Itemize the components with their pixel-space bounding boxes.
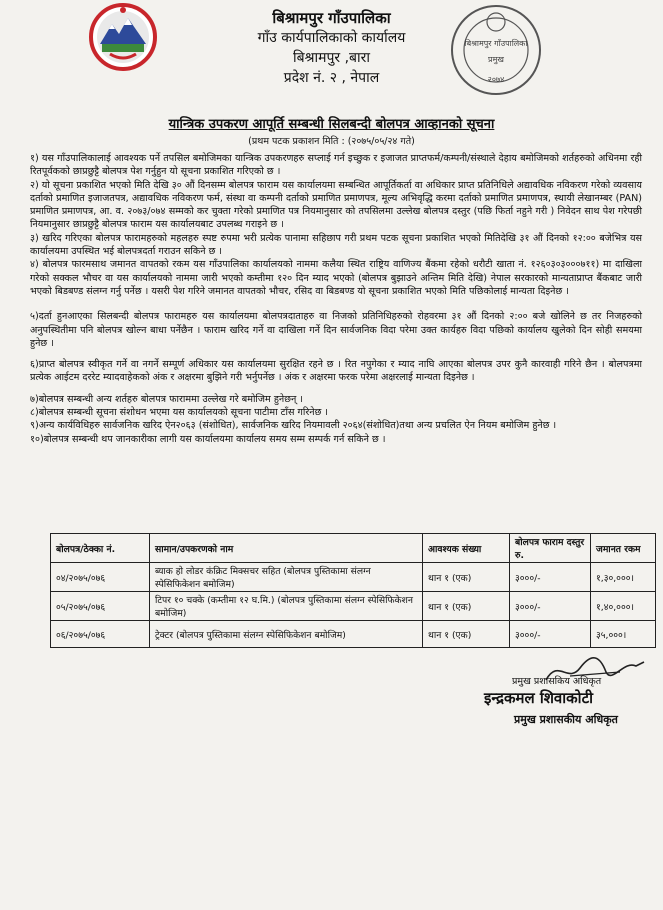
item-name: टिपर १० चक्के (कम्तीमा १२ घ.मि.) (बोलपत्र पुस्तिकामा संलग्न स्पेसिफिकेशन बमोजिम) (150, 592, 423, 621)
column-header: बोलपत्र फाराम दस्तुर रु. (510, 534, 591, 563)
tender-number: ०४/२०७५/०७६ (51, 563, 150, 592)
office-stamp (448, 2, 544, 98)
notice-title (0, 113, 663, 132)
clause-9: ९)अन्य कार्यविधिहरु सार्वजनिक खरिद ऐन२०६३ (संशोधित), सार्वजनिक खरिद नियमावली २०६४(संशोधित)तथा अन्य प्रचलित ऐन नियम बमोजिम हुनेछ । (30, 420, 557, 432)
publication-date: (प्रथम पटक प्रकाशन मिति : (२०७५/०५/२४ गते) (248, 136, 415, 147)
item-name: ब्याक हो लोडर कंक्रिट मिक्सचर सहित (बोलपत्र पुस्तिकामा संलग्न स्पेसिफिकेशन बमोजिम) (150, 563, 423, 592)
clause-3: ३) खरिद गरिएका बोलपत्र फारामहरुको महलहरु स्पष्ट रुपमा भरी प्रत्येक पानामा सहिछाप गरी प्रथम पटक सूचना प्रकाशित भएको मितिदेखि ३१ औं दिनको १२:०० बजेभित्र यस कार्यालयमा उपस्थित भई बोलपत्रदर्ता गराउन सकिने छ । (30, 232, 642, 258)
clause-10: १०)बोलपत्र सम्बन्धी थप जानकारीका लागी यस कार्यालयमा कार्यालय समय सम्म सम्पर्क गर्न सकिने छ । (30, 433, 386, 445)
clause-6: ६)प्राप्त बोलपत्र स्वीकृत गर्ने वा नगर्ने सम्पूर्ण अधिकार यस कार्यालयमा सुरक्षित रहने छ । रित नपुगेका र म्याद नाघि आएका बोलपत्र उपर कुनै कारवाही गरिने छैन । बोलपत्रमा प्रत्येक आईटम दररेट म्यादवाहेकको अंक र अक्षरमा बुझिने गरी भर्नुपर्नेछ । अंक र अक्षरमा फरक परेमा अक्षरलाई मान्यता दिइनेछ । (30, 359, 642, 384)
notice-body (30, 152, 642, 446)
office-header (0, 8, 663, 88)
stamp-line-2: प्रमुख (488, 55, 504, 64)
office-name: बिश्रामपुर गाँउपालिका (272, 9, 391, 27)
clause-2: २) यो सूचना प्रकाशित भएको मिति देखि ३० औं दिनसम्म बोलपत्र फाराम यस कार्यालयमा सम्बन्धित आपूर्तिकर्ता वा अधिकार प्राप्त प्रतिनिधिले अद्यावधिक नविकरण गरेको व्यवसाय दर्ताको प्रमाणित इजाजतपत्र, अद्यावधिक नविकरण फर्म, संस्था वा कम्पनी दर्ताको प्रमाणित प्रमाणपत्र, मूल्य अभिवृद्धि करमा दर्ताको प्रमाणित प्रमाणपत्र, स्थायी लेखानम्बर (PAN) प्रमाणित प्रमाणपत्र, आ. व. २०७३/०७४ सम्मको कर चुक्ता गरेको प्रमाणित पत्र नियमानुसार को तपसिलमा उल्लेख बोलपत्र दस्तुर (पछि फिर्ता नहुने गरी ) निवेदन साथ पेश गरेपछी नियमानुसार छाप्रछुट्टै बोलपत्र फाराम यस कार्यालयबाट उपलब्ध गराइने छ । (30, 179, 642, 231)
office-subtitle: गाँउ कार्यपालिकाको कार्यालय (257, 30, 406, 46)
signature-label: प्रमुख प्रशासकिय अधिकृत (512, 676, 602, 687)
form-fee: ३०००/- (510, 563, 591, 592)
item-quantity: थान १ (एक) (423, 563, 510, 592)
clause-7: ७)बोलपत्र सम्बन्धी अन्य शर्तहरु बोलपत्र फाराममा उल्लेख गरे बमोजिम हुनेछन् । (30, 393, 303, 405)
item-name: ट्रेक्टर (बोलपत्र पुस्तिकामा संलग्न स्पेसिफिकेशन बमोजिम) (150, 621, 423, 648)
table-row (51, 592, 656, 621)
bid-security: १,४०,०००। (591, 592, 656, 621)
table-row (51, 563, 656, 592)
signatory-name: इन्द्रकमल शिवाकोटी (484, 689, 594, 707)
tender-number: ०५/२०७५/०७६ (51, 592, 150, 621)
clause-5: ५)दर्ता हुनआएका सिलबन्दी बोलपत्र फारामहरु यस कार्यालयमा बोलपत्रदाताहरु वा निजको प्रतिनिधिहरुको रोहवरमा ३१ औं दिनको २:०० बजे खोलिने छ तर निजहरुको अनुपस्थितीमा पनि बोलपत्र खोल्न बाधा पर्नेछैन । फाराम खरिद गर्ने वा दाखिला गर्ने दिन सार्वजनिक विदा परेमा उक्त कार्यहरु विदा पछिको कार्यालय खुलेको दिन सोही समयमा हुनेछ । (30, 311, 642, 349)
bid-security: १,३०,०००। (591, 563, 656, 592)
item-quantity: थान १ (एक) (423, 592, 510, 621)
clause-1: १) यस गाँउपालिकालाई आवश्यक पर्ने तपसिल बमोजिमका यान्त्रिक उपकरणहरु सप्लाई गर्न इच्छुक र इजाजत प्राप्तफर्म/कम्पनी/संस्थाले देहाय बमोजिमको शर्तहरुको अधिनमा रही रितपूर्वकको छाप्रछुट्टै बोलपत्र पेश गर्नुहुन यो सूचना प्रकाशित गरिएको छ । (30, 153, 642, 178)
tender-table (50, 533, 656, 648)
signatory-post: प्रमुख प्रशासकीय अधिकृत (514, 713, 618, 726)
clause-8: ८)बोलपत्र सम्बन्धी सूचना संशोधन भएमा यस कार्यालयको सूचना पाटीमा टाँस गरिनेछ । (30, 407, 329, 419)
form-fee: ३०००/- (510, 621, 591, 648)
column-header: बोलपत्र/ठेक्का नं. (51, 534, 150, 563)
item-quantity: थान १ (एक) (423, 621, 510, 648)
stamp-line-3: २०७४ (487, 75, 505, 84)
clause-4: ४) बोलपत्र फारमसाथ जमानत वापतको रकम यस गाँउपालिका कार्यालयको नाममा कलैया स्थित राष्ट्रिय वाणिज्य बैंकमा रहेको धरौटी खाता नं. १२६०३०३०००७११) मा दाखिला गरेको सक्कल भौचर वा यस कार्यालयको नाममा जारी भएको कम्तीमा १२० दिन म्याद भएको (बोलपत्र बुझाउने अन्तिम मिति देखि) नेपाल सरकारको मान्यताप्राप्त बैंकबाट जारी भएको बिडबण्ड संलग्न गर्नु पर्नेछ । यसरी पेश गरिने जमानत वापतको भौचर, रसिद वा बिडबण्ड यो सूचना प्रकाशित भएको मिति पछिकोलाई मान्यता दिइनेछ । (30, 259, 642, 297)
column-header: आवश्यक संख्या (423, 534, 510, 563)
form-fee: ३०००/- (510, 592, 591, 621)
column-header: जमानत रकम (591, 534, 656, 563)
notice-title-text: यान्त्रिक उपकरण आपूर्ति सम्बन्धी सिलबन्दी बोलपत्र आव्हानको सूचना (168, 117, 495, 132)
stamp-line-1: बिश्रामपुर गाँउपालिका (464, 39, 528, 48)
bid-security: ३५,०००। (591, 621, 656, 648)
tender-number: ०६/२०७५/०७६ (51, 621, 150, 648)
office-location: बिश्रामपुर ,बारा (292, 50, 371, 66)
table-row (51, 621, 656, 648)
column-header: सामान/उपकरणको नाम (150, 534, 423, 563)
office-province: प्रदेश नं. २ , नेपाल (283, 70, 380, 86)
table-header-row (51, 534, 656, 563)
